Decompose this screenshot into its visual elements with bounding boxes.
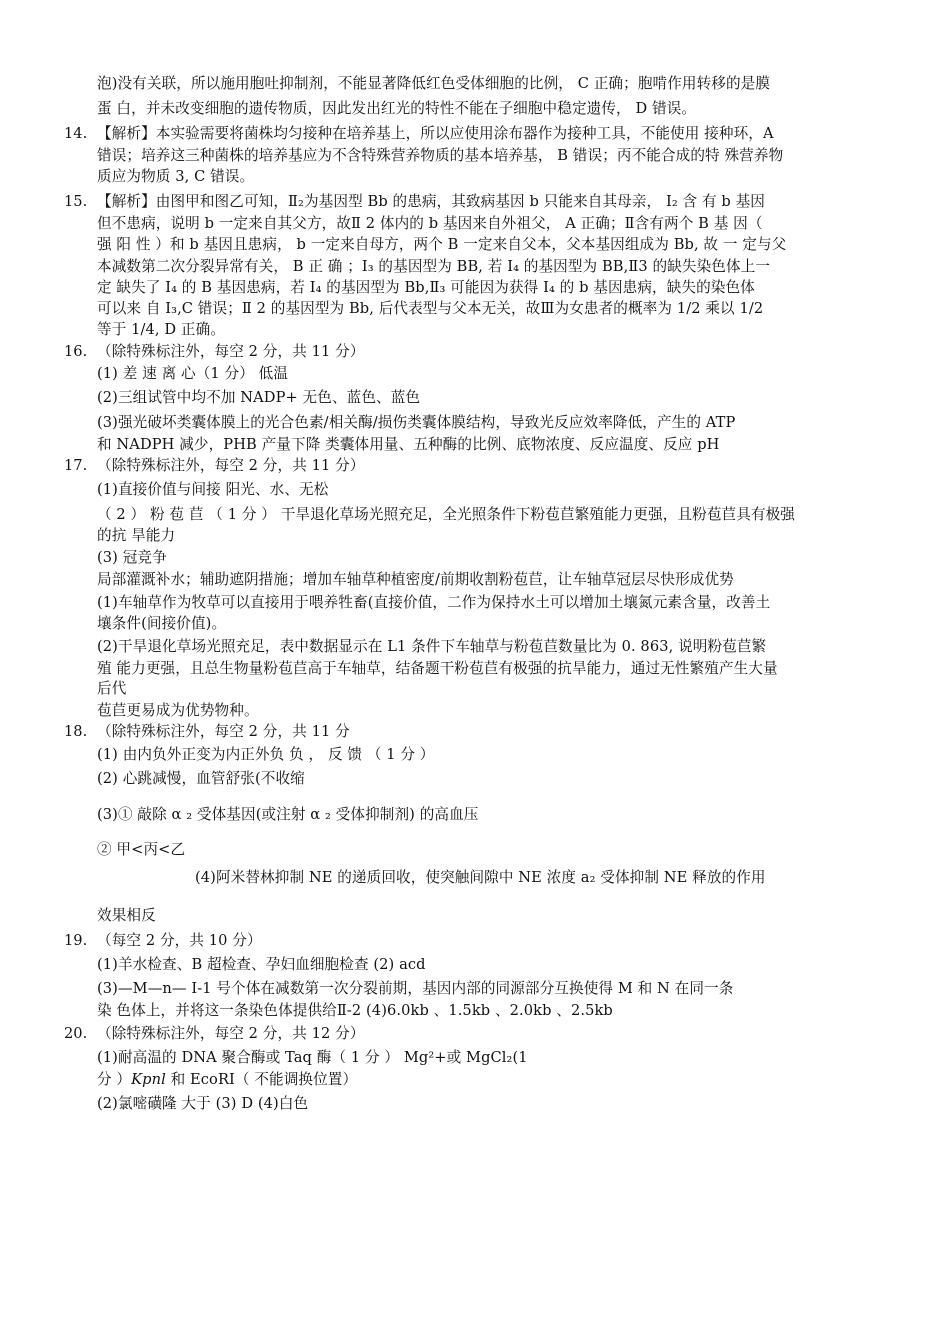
text-line: (2)氯嘧磺隆 大于 (3) D (4)白色 [97,1095,309,1112]
text-line: (3)—M—n— I-1 号个体在减数第一次分裂前期，基因内部的同源部分互换使得 M 和 N 在同一条 [97,980,734,997]
text-line: （除特殊标注外，每空 2 分，共 11 分） [97,343,365,360]
text-line: (2) 心跳减慢，血管舒张(不收缩 [97,770,305,787]
text-line: (2)干旱退化草场光照充足，表中数据显示在 L1 条件下车轴草与粉苞苣数量比为 0. 863, 说明粉苞苣繁 [97,638,767,655]
text-line: (3)强光破坏类囊体膜上的光合色素/相关酶/损伤类囊体膜结构，导致光反应效率降低，产生的 ATP [97,414,736,431]
item-number: 17. [64,457,88,474]
text-line: (4)阿米替林抑制 NE 的递质回收，使突触间隙中 NE 浓度 a₂ 受体抑制 NE 释放的作用 [195,869,766,886]
text-line: (3)① 敲除 α ₂ 受体基因(或注射 α ₂ 受体抑制剂) 的高血压 [97,806,479,823]
item-number: 16. [64,343,88,360]
text-line: (2)三组试管中均不加 NADP+ 无色、蓝色、蓝色 [97,389,421,406]
text-line: 泡)没有关联，所以施用胞吐抑制剂，不能显著降低红色受体细胞的比例， C 正确；胞啃作用转移的是膜 [97,75,771,92]
text-segment: 分 ） [97,1071,132,1088]
text-line: 质应为物质 3, C 错误。 [97,168,255,185]
text-line: (1)羊水检查、B 超检查、孕妇血细胞检查 (2) acd [97,956,426,973]
text-line: 可以来 自 I₃,C 错误；Ⅱ 2 的基因型为 Bb, 后代表型与父本无关，故Ⅲ为女患者的概率为 1/2 乘以 1/2 [97,300,764,317]
text-line: 殖 能力更强，且总生物量粉苞苣高于车轴草，结备题干粉苞苣有极强的抗旱能力，通过无性繁殖产生大量 [97,660,778,677]
text-line: (1) 差 速 离 心（1 分） 低温 [97,365,289,382]
text-line: 壤条件(间接价值)。 [97,615,227,632]
text-line: (1)耐高温的 DNA 聚合酶或 Taq 酶（ 1 分 ） Mg²+或 MgCl₂(1 [97,1049,528,1066]
text-line: 等于 1/4, D 正确。 [97,321,226,338]
text-line: 和 NADPH 减少，PHB 产量下降 类囊体用量、五种酶的比例、底物浓度、反应温度、反应 pH [97,436,720,453]
text-line: （除特殊标注外，每空 2 分，共 11 分 [97,723,350,740]
text-line: 本减数第二次分裂异常有关， B 正 确 ；I₃ 的基因型为 BB, 若 I₄ 的基因型为 BB,Ⅱ3 的缺失染色体上一 [97,258,771,275]
item-number: 18. [64,723,88,740]
text-line: （每空 2 分，共 10 分） [97,932,262,949]
text-line: (1) 由内负外正变为内正外负 负 ， 反 馈 （ 1 分 ） [97,746,435,763]
enzyme-name: Kpnl [131,1071,166,1088]
text-line: 定 缺失了 I₄ 的 B 基因患病，若 I₄ 的基因型为 Bb,Ⅱ₃ 可能因为获得 I₄ 的 b 基因患病，缺失的染色体 [97,279,755,296]
text-line: 但不患病，说明 b 一定来自其父方，故Ⅱ 2 体内的 b 基因来自外祖父， A 正确；Ⅱ含有两个 B 基 因（ [97,215,763,232]
text-line: 后代 [97,680,127,697]
text-line: 染 色体上，并将这一条染色体提供给Ⅱ-2 (4)6.0kb 、1.5kb 、2.0kb 、2.5kb [97,1002,613,1019]
text-line: 蛋 白，并未改变细胞的遗传物质，因此发出红光的特性不能在子细胞中稳定遗传， D 错误。 [97,100,697,117]
text-line: （ 2 ） 粉 苞 苣 （ 1 分 ） 干旱退化草场光照充足，全光照条件下粉苞苣繁殖能力更强，且粉苞苣具有极强 [97,506,795,523]
text-line: (1)直接价值与间接 阳光、水、无松 [97,481,329,498]
item-number: 14. [64,125,88,142]
text-line: 效果相反 [97,907,156,924]
item-number: 15. [64,193,88,210]
text-line: 的抗 旱能力 [97,527,176,544]
text-line: （除特殊标注外，每空 2 分，共 12 分） [97,1025,365,1042]
text-line: (3) 冠竞争 [97,549,167,566]
item-number: 20. [64,1025,88,1042]
text-line: 苞苣更易成为优势物种。 [97,702,259,719]
text-line: 局部灌溉补水；辅助遮阴措施；增加车轴草种植密度/前期收割粉苞苣，让车轴草冠层尽快形成优势 [97,571,734,588]
text-line: (1)车轴草作为牧草可以直接用于喂养牲畜(直接价值，二作为保持水土可以增加土壤氮元素含量，改善土 [97,594,771,611]
item-number: 19. [64,932,88,949]
text-line: 【解析】本实验需要将菌株均匀接种在培养基上，所以应使用涂布器作为接种工具，不能使用 接种环，A [97,125,774,142]
text-line: 强 阳 性 ）和 b 基因且患病， b 一定来自母方，两个 B 一定来自父本，父本基因组成为 Bb, 故 一 定与父 [97,236,787,253]
text-line: （除特殊标注外，每空 2 分，共 11 分） [97,457,365,474]
text-segment: 和 EcoRI（ 不能调换位置） [165,1071,358,1088]
text-line [97,1070,357,1090]
text-line: 错误；培养这三种菌株的培养基应为不含特殊营养物质的基本培养基， B 错误；丙不能合成的特 殊营养物 [97,147,784,164]
text-line: 【解析】由图甲和图乙可知，Ⅱ₂为基因型 Bb 的患病，其致病基因 b 只能来自其母亲， I₂ 含 有 b 基因 [97,193,765,210]
text-line: ② 甲<丙<乙 [97,841,186,858]
